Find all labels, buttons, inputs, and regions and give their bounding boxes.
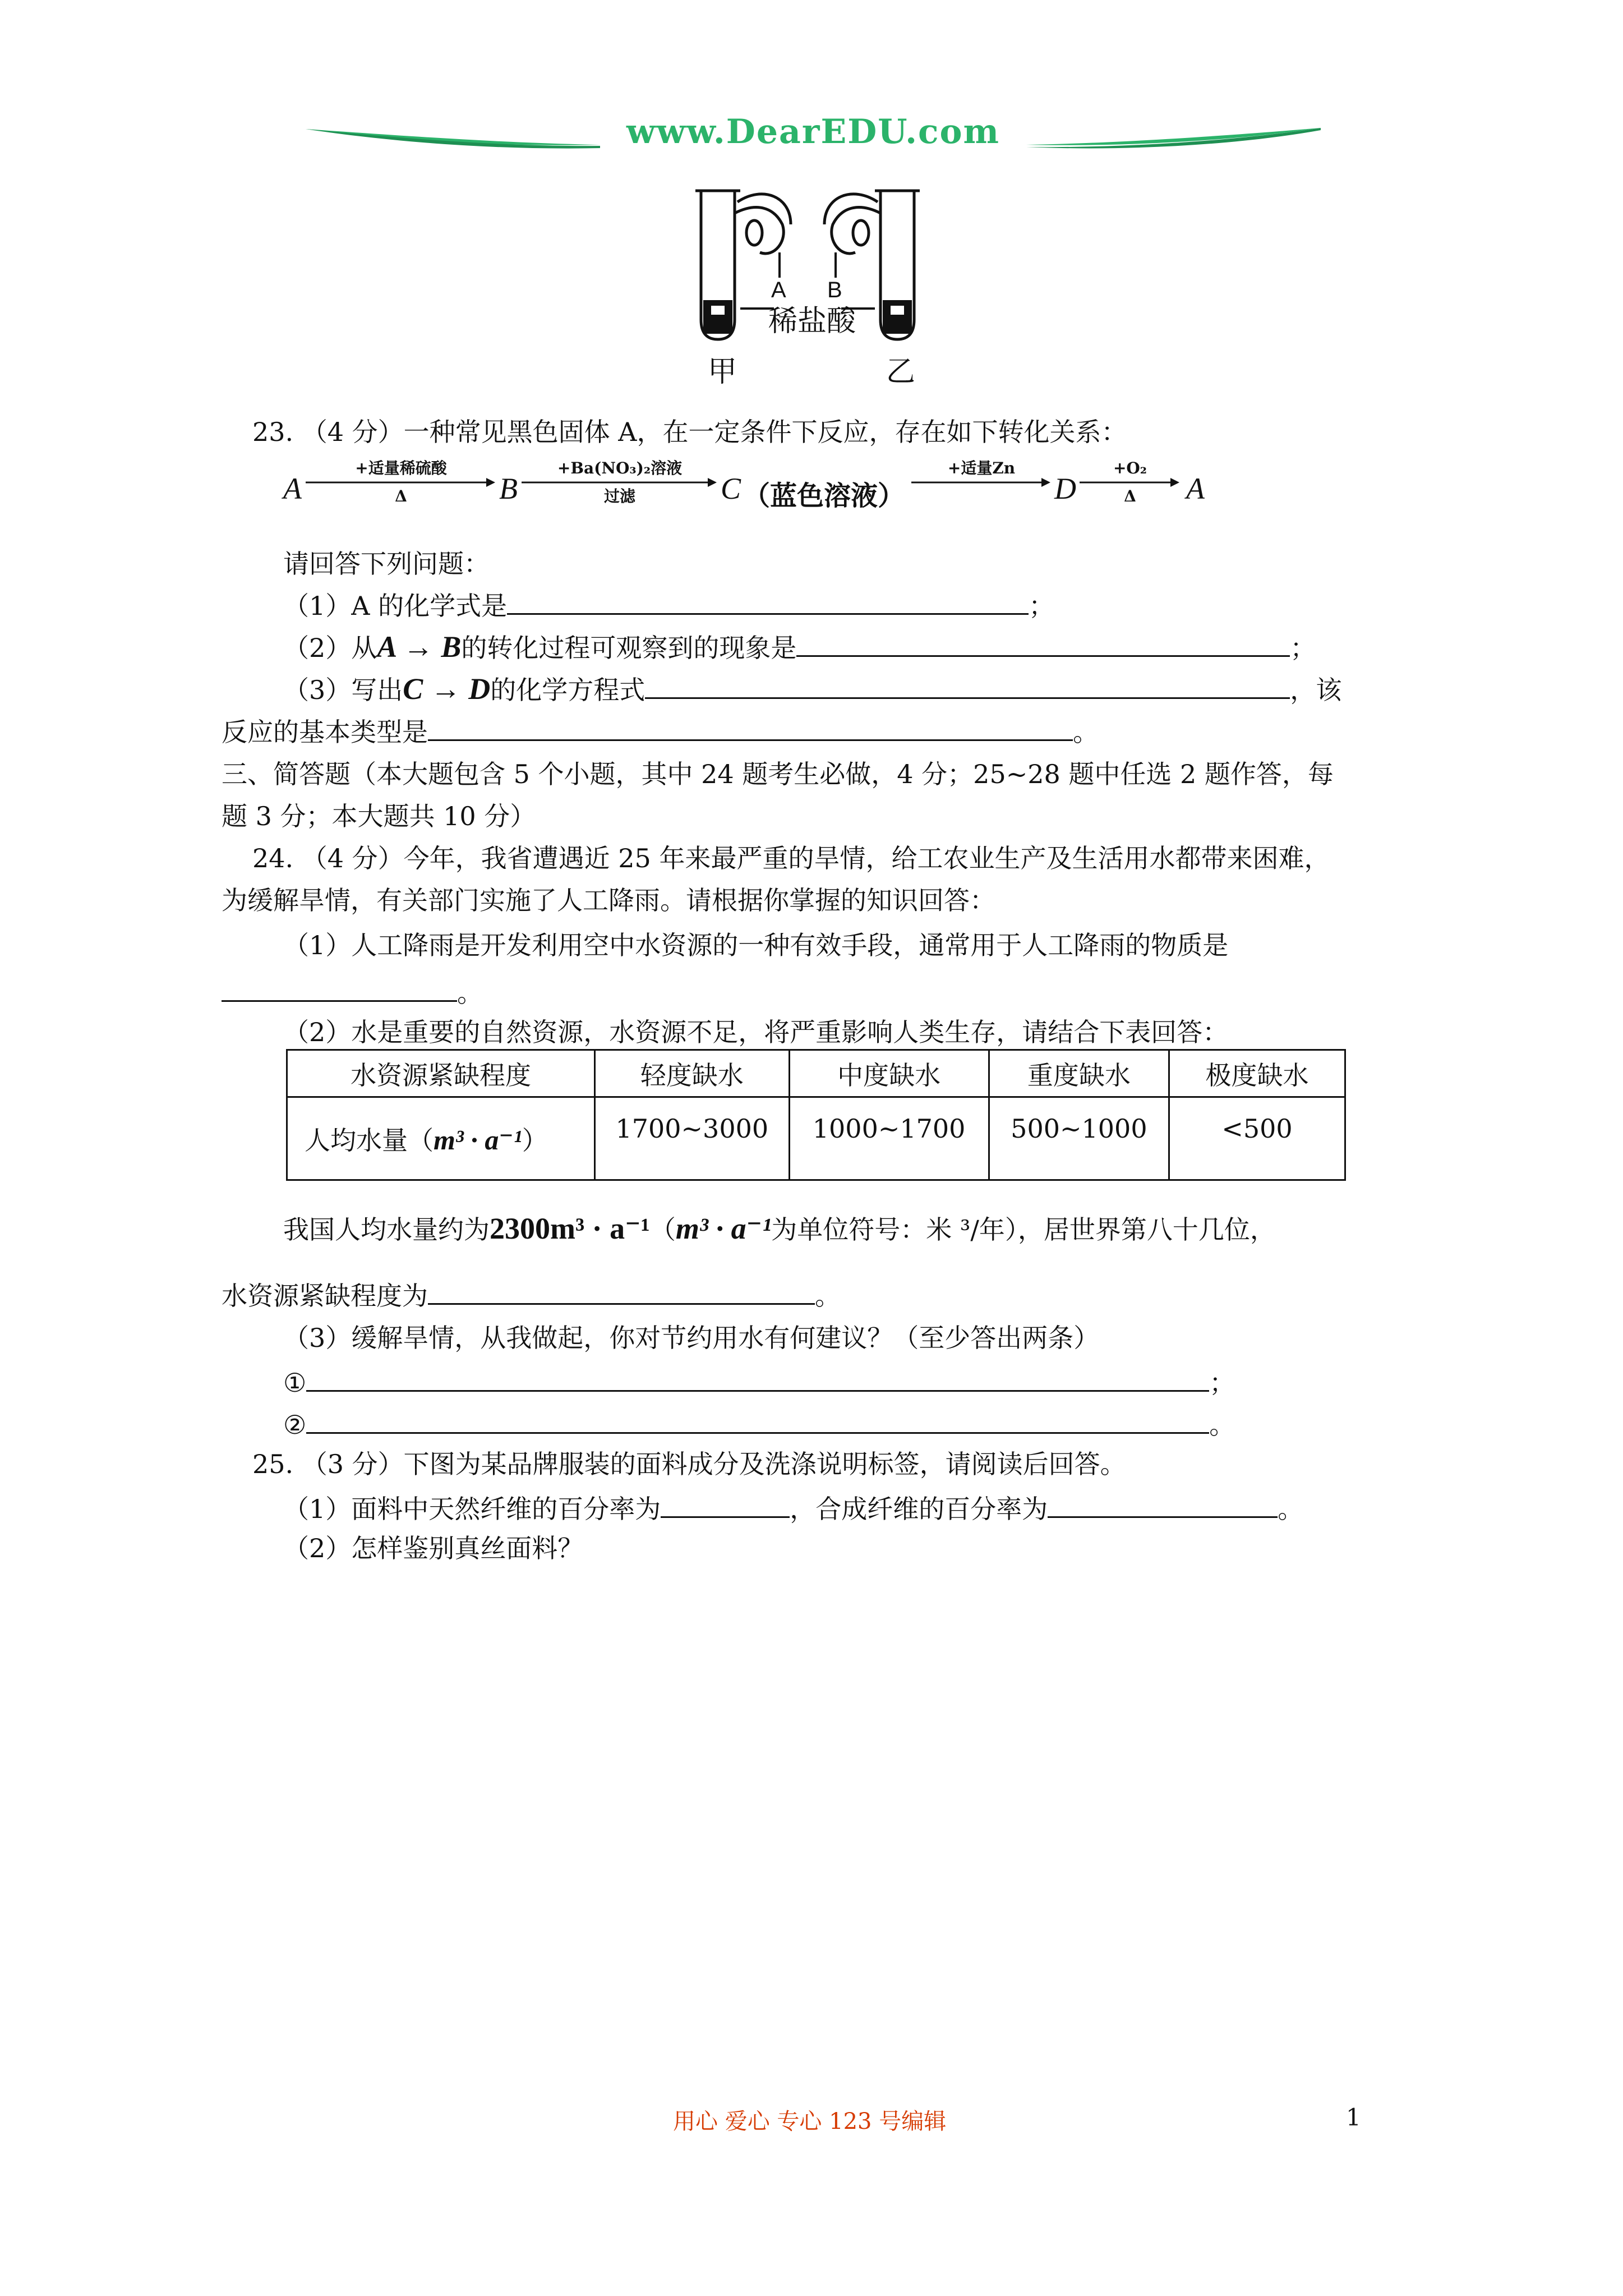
table-cell-moderate: 1000~1700 bbox=[789, 1097, 989, 1180]
q25-line1: 25. （3 分）下图为某品牌服装的面料成分及洗涤说明标签，请阅读后回答。 bbox=[252, 1449, 1126, 1479]
reagent-label: 稀盐酸 bbox=[768, 305, 856, 338]
q23-part3-line2-text: 反应的基本类型是 bbox=[222, 717, 428, 747]
table-header-moderate: 中度缺水 bbox=[789, 1050, 989, 1097]
q23-part1-answer-blank[interactable] bbox=[507, 586, 1029, 615]
q25-part1 bbox=[283, 1489, 1303, 1526]
row-unit: m³ · a⁻¹ bbox=[434, 1124, 522, 1156]
arrow-3-top: +适量Zn bbox=[947, 459, 1016, 477]
label-a: A bbox=[771, 278, 786, 302]
q23-part3-line2 bbox=[222, 712, 1099, 749]
tube-yi-label: 乙 bbox=[886, 355, 916, 389]
q23-part2-expr: A → B bbox=[377, 630, 462, 664]
q24-part1: （1）人工降雨是开发利用空中水资源的一种有效手段，通常用于人工降雨的物质是 bbox=[283, 930, 1229, 960]
water-scarcity-table bbox=[286, 1049, 1346, 1181]
header-swoosh-right bbox=[1021, 112, 1324, 163]
row-label-end: ） bbox=[522, 1125, 548, 1156]
q23-part2-answer-blank[interactable] bbox=[796, 628, 1290, 657]
arrow-4 bbox=[1080, 460, 1181, 505]
q24-answer1 bbox=[283, 1363, 1235, 1400]
arrow-3 bbox=[911, 460, 1052, 488]
q23-prompt: 请回答下列问题： bbox=[283, 549, 490, 579]
q23-part2-end: ； bbox=[1290, 633, 1316, 663]
header-banner bbox=[303, 112, 1324, 163]
q23-reaction-chain bbox=[283, 460, 1237, 527]
section3-line2: 题 3 分；本大题共 10 分） bbox=[222, 801, 536, 831]
chain-b: B bbox=[499, 472, 518, 505]
table-row-label bbox=[287, 1097, 595, 1180]
q23-part3-expr: C → D bbox=[403, 672, 491, 706]
arrow-1-top: +适量稀硫酸 bbox=[355, 459, 447, 477]
q23-part1-end: ； bbox=[1029, 591, 1055, 621]
arrow-2-bottom: 过滤 bbox=[603, 487, 635, 505]
q24-line1: 24. （4 分）今年，我省遭遇近 25 年来最严重的旱情，给工农业生产及生活用水都带来困难， bbox=[252, 843, 1330, 873]
chain-d: D bbox=[1054, 472, 1076, 505]
header-swoosh-left bbox=[303, 112, 606, 163]
table-header-mild: 轻度缺水 bbox=[595, 1050, 789, 1097]
q24-answer2 bbox=[283, 1405, 1235, 1442]
avg-unit: m³ · a⁻¹ bbox=[675, 1212, 772, 1245]
page-number: 1 bbox=[1346, 2104, 1361, 2131]
q24-part3: （3）缓解旱情，从我做起，你对节约用水有何建议？（至少答出两条） bbox=[283, 1323, 1100, 1353]
q23-part3-line2-end: 。 bbox=[1073, 717, 1099, 747]
chain-a-end: A bbox=[1186, 472, 1205, 505]
arrow-4-top: +O₂ bbox=[1113, 459, 1147, 477]
answer2-marker: ② bbox=[283, 1410, 307, 1440]
table-header-extreme: 极度缺水 bbox=[1169, 1050, 1345, 1097]
test-tube-figure bbox=[662, 180, 953, 387]
avg-post: 为单位符号：米 ³/年），居世界第八十几位， bbox=[771, 1214, 1276, 1245]
q23-part3-post: 的化学方程式 bbox=[490, 675, 645, 705]
q24-part1-answer-blank[interactable] bbox=[222, 973, 457, 1002]
scarcity-text: 水资源紧缺程度为 bbox=[222, 1281, 428, 1311]
q23-part3-type-blank[interactable] bbox=[428, 712, 1073, 741]
q24-average bbox=[283, 1212, 1276, 1246]
synthetic-fiber-blank[interactable] bbox=[1048, 1489, 1278, 1518]
chain-c: C bbox=[721, 472, 741, 505]
scarcity-end: 。 bbox=[815, 1281, 841, 1311]
q24-scarcity bbox=[222, 1276, 841, 1313]
q24-part1-answer bbox=[222, 973, 483, 1010]
avg-value: 2300m³ · a⁻¹ bbox=[490, 1212, 650, 1245]
site-name: www.DearEDU.com bbox=[626, 112, 1000, 151]
q23-part3-end: ，该 bbox=[1290, 675, 1342, 705]
table-cell-severe: 500~1000 bbox=[989, 1097, 1169, 1180]
arrow-2-top: +Ba(NO₃)₂溶液 bbox=[557, 459, 683, 477]
arrow-2 bbox=[522, 460, 718, 505]
scarcity-answer-blank[interactable] bbox=[428, 1276, 815, 1305]
avg-paren-open: （ bbox=[649, 1214, 676, 1245]
natural-fiber-blank[interactable] bbox=[661, 1489, 790, 1518]
table-header-severe: 重度缺水 bbox=[989, 1050, 1169, 1097]
answer2-blank[interactable] bbox=[306, 1405, 1209, 1434]
chain-a: A bbox=[283, 472, 302, 505]
q23-part3-pre: （3）写出 bbox=[283, 675, 403, 705]
q23-part2-pre: （2）从 bbox=[283, 633, 377, 663]
q24-part1-end: 。 bbox=[457, 978, 483, 1008]
tube-jia-label: 甲 bbox=[708, 355, 737, 389]
row-label-text: 人均水量（ bbox=[305, 1125, 434, 1156]
footer-text: 用心 爱心 专心 123 号编辑 bbox=[673, 2109, 947, 2134]
table-header-level: 水资源紧缺程度 bbox=[287, 1050, 595, 1097]
avg-pre: 我国人均水量约为 bbox=[283, 1214, 490, 1245]
q24-part2: （2）水是重要的自然资源，水资源不足，将严重影响人类生存，请结合下表回答： bbox=[283, 1017, 1229, 1047]
q25-part1-end: 。 bbox=[1278, 1494, 1304, 1524]
chain-c-note: （蓝色溶液） bbox=[743, 480, 905, 512]
answer1-end: ； bbox=[1209, 1368, 1235, 1398]
label-b: B bbox=[827, 278, 842, 302]
arrow-1-bottom: Δ bbox=[395, 487, 407, 505]
q25-part2: （2）怎样鉴别真丝面料？ bbox=[283, 1533, 584, 1563]
q23-part2 bbox=[283, 628, 1316, 665]
table-cell-extreme: <500 bbox=[1169, 1097, 1345, 1180]
arrow-4-bottom: Δ bbox=[1124, 487, 1136, 505]
q23-part1 bbox=[283, 586, 1054, 623]
arrow-1 bbox=[306, 460, 496, 505]
answer2-end: 。 bbox=[1209, 1410, 1235, 1440]
section3-line1: 三、简答题（本大题包含 5 个小题，其中 24 题考生必做，4 分；25~28 题中任选 2 题作答，每 bbox=[222, 759, 1334, 789]
q23-part1-text: （1）A 的化学式是 bbox=[283, 591, 508, 621]
q23-part3 bbox=[283, 670, 1341, 707]
q25-part1-b: ，合成纤维的百分率为 bbox=[790, 1494, 1048, 1524]
table-cell-mild: 1700~3000 bbox=[595, 1097, 789, 1180]
answer1-marker: ① bbox=[283, 1368, 307, 1398]
q24-line2: 为缓解旱情，有关部门实施了人工降雨。请根据你掌握的知识回答： bbox=[222, 885, 995, 915]
q23-part2-post: 的转化过程可观察到的现象是 bbox=[461, 633, 797, 663]
q25-part1-a: （1）面料中天然纤维的百分率为 bbox=[283, 1494, 661, 1524]
q23-part3-equation-blank[interactable] bbox=[645, 670, 1290, 699]
answer1-blank[interactable] bbox=[306, 1363, 1209, 1392]
q23-intro: 23. （4 分）一种常见黑色固体 A，在一定条件下反应，存在如下转化关系： bbox=[252, 417, 1127, 447]
